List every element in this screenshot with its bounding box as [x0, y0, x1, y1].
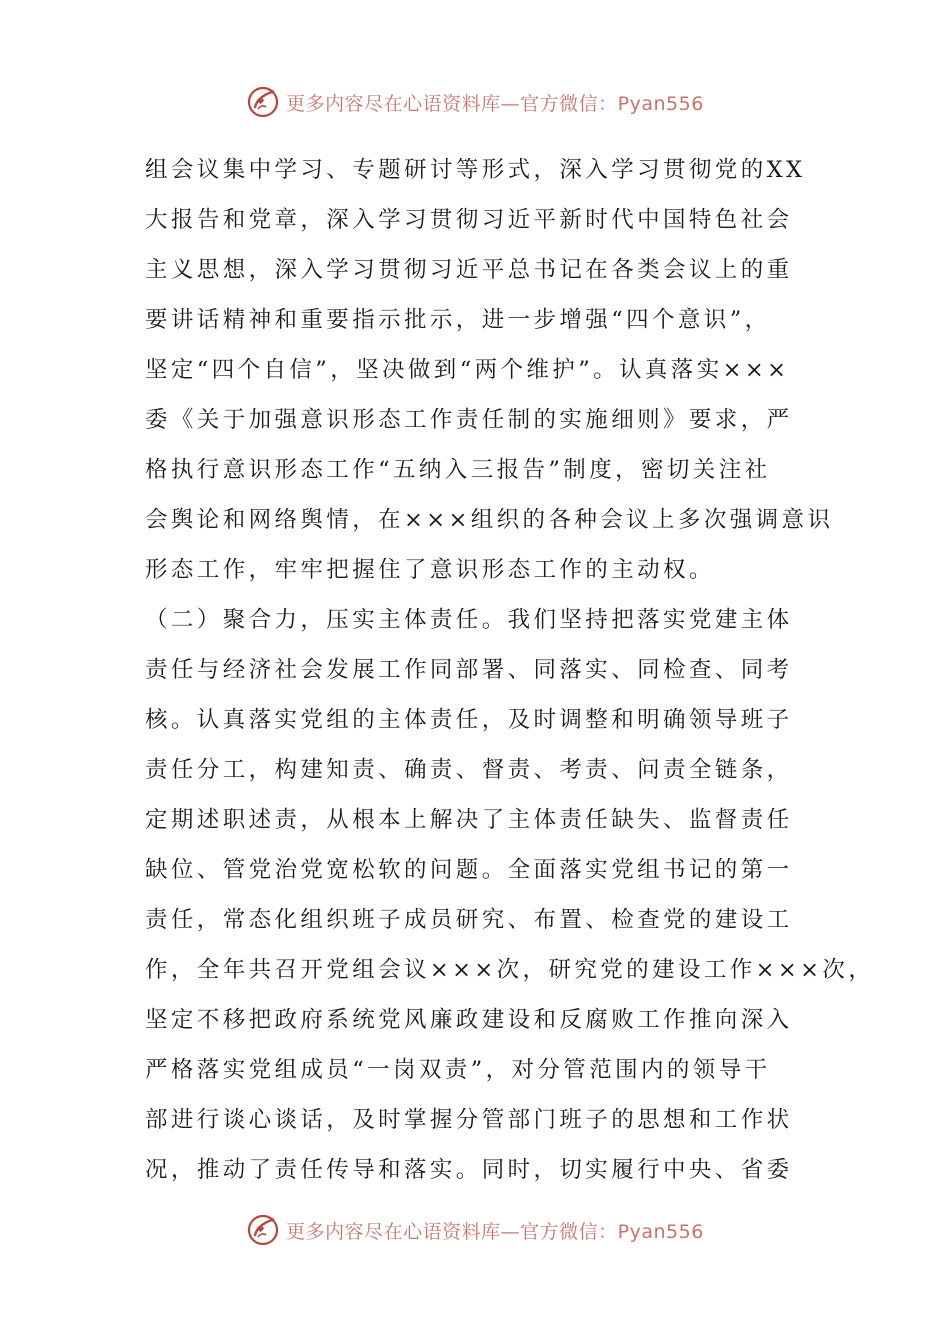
- body-line: 会舆论和网络舆情，在×××组织的各种会议上多次强调意识: [145, 507, 834, 533]
- body-line: 主义思想，深入学习贯彻习近平总书记在各类会议上的重: [145, 257, 793, 283]
- body-line: 要讲话精神和重要指示批示，进一步增强“四个意识”，: [145, 307, 771, 333]
- body-line: 大报告和党章，深入学习贯彻习近平新时代中国特色社会: [145, 207, 793, 233]
- header-watermark-label: 更多内容尽在心语资料库—官方微信：: [286, 92, 618, 115]
- header-watermark-banner: [0, 82, 950, 122]
- body-line: 坚定不移把政府系统党风廉政建设和反腐败工作推向深入: [145, 1007, 793, 1033]
- body-line: 作，全年共召开党组会议×××次，研究党的建设工作×××次，: [145, 957, 875, 983]
- body-line: 缺位、管党治党宽松软的问题。全面落实党组书记的第一: [145, 857, 793, 883]
- body-line: 格执行意识形态工作“五纳入三报告”制度，密切关注社: [145, 457, 771, 483]
- body-line: 责任，常态化组织班子成员研究、布置、检查党的建设工: [145, 907, 793, 933]
- header-watermark-text: [286, 89, 704, 116]
- pen-heart-logo-icon: [246, 1213, 280, 1247]
- body-line: 组会议集中学习、专题研讨等形式，深入学习贯彻党的XX: [145, 157, 806, 183]
- body-line: 形态工作，牢牢把握住了意识形态工作的主动权。: [145, 557, 715, 583]
- body-line: 坚定“四个自信”，坚决做到“两个维护”。认真落实×××: [145, 357, 790, 383]
- document-body: [145, 148, 875, 1198]
- footer-watermark-banner: [0, 1210, 950, 1250]
- body-line: 责任与经济社会发展工作同部署、同落实、同检查、同考: [145, 657, 793, 683]
- pen-heart-logo-icon: [246, 85, 280, 119]
- body-line: 责任分工，构建知责、确责、督责、考责、问责全链条，: [145, 757, 793, 783]
- section-heading-line: （二）聚合力，压实主体责任。我们坚持把落实党建主体: [145, 607, 793, 633]
- body-line: 定期述职述责，从根本上解决了主体责任缺失、监督责任: [145, 807, 793, 833]
- body-line: 委《关于加强意识形态工作责任制的实施细则》要求，严: [145, 407, 793, 433]
- footer-wechat-id: Pyan556: [617, 1220, 704, 1243]
- footer-watermark-label: 更多内容尽在心语资料库—官方微信：: [286, 1220, 618, 1243]
- body-line: 核。认真落实党组的主体责任，及时调整和明确领导班子: [145, 707, 793, 733]
- body-line: 况，推动了责任传导和落实。同时，切实履行中央、省委: [145, 1157, 793, 1183]
- header-wechat-id: Pyan556: [617, 92, 704, 115]
- body-line: 严格落实党组成员“一岗双责”，对分管范围内的领导干: [145, 1057, 771, 1083]
- footer-watermark-text: [286, 1217, 704, 1244]
- body-line: 部进行谈心谈话，及时掌握分管部门班子的思想和工作状: [145, 1107, 793, 1133]
